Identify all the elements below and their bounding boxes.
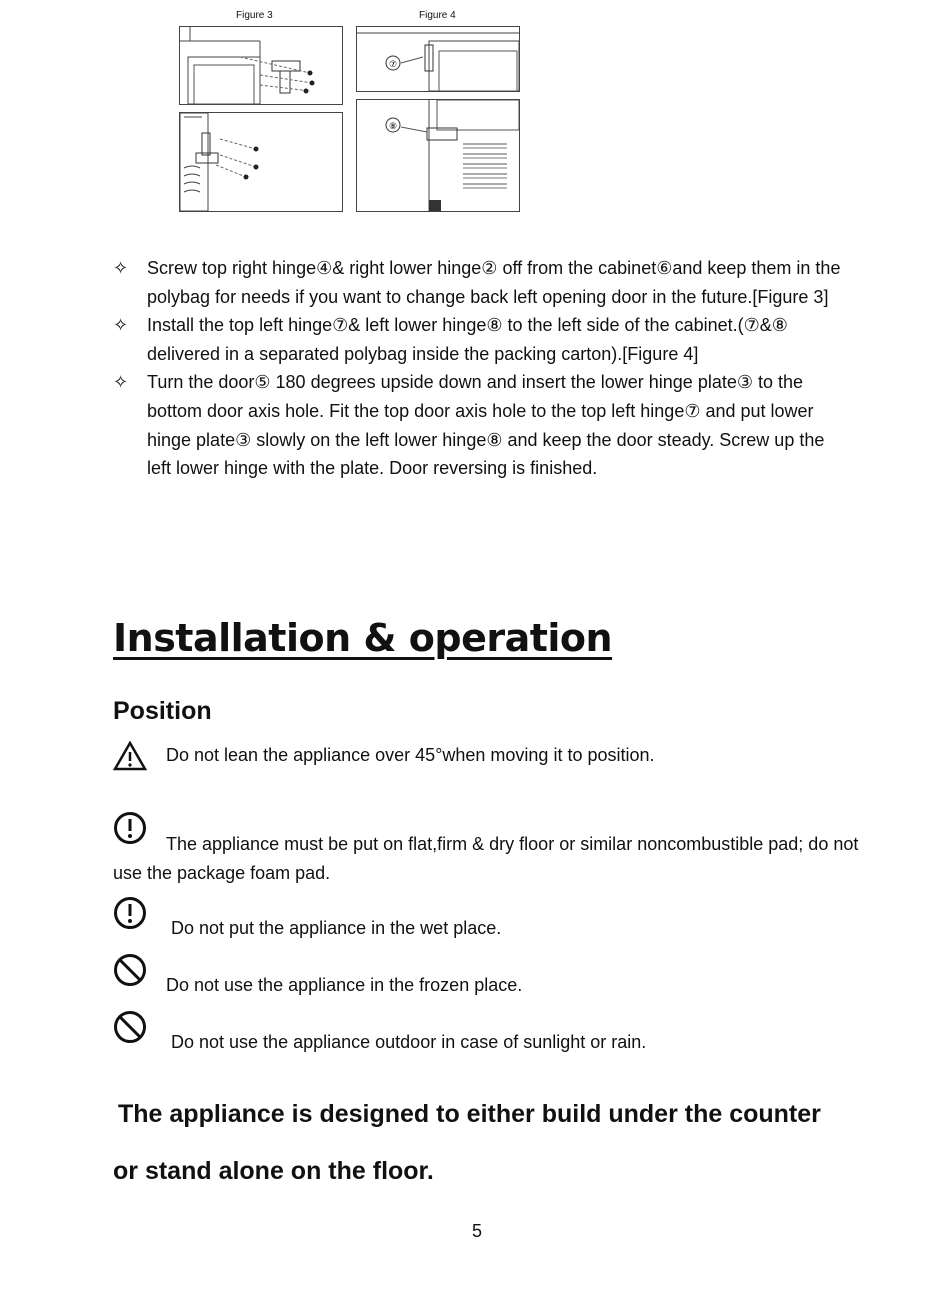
figure4-top-diagram: [356, 26, 520, 92]
section-title: Installation & operation: [113, 616, 613, 660]
warning-text: Do not lean the appliance over 45°when moving it to position.: [166, 745, 655, 765]
instruction-text: Screw top right hinge④& right lower hinge② off from the cabinet⑥and keep them in the polybag for needs if you want to change back left opening door in the future.[Figure 3]: [147, 258, 841, 307]
prohibited-icon: [113, 1010, 147, 1044]
hinge-removal-bottom-illustration: [180, 113, 342, 211]
figure4-label-8: ⑧: [388, 122, 398, 132]
figure4-label-7: ⑦: [388, 60, 398, 70]
warning-text: Do not put the appliance in the wet place.: [171, 918, 502, 938]
bullet-star-icon: ✧: [113, 372, 129, 393]
hinge-install-top-illustration: [357, 27, 519, 91]
warning-text: Do not use the appliance outdoor in case of sunlight or rain.: [171, 1032, 647, 1052]
warning-triangle-icon: [113, 741, 147, 771]
warning-text: The appliance must be put on flat,firm & dry floor or similar noncombustible pad; do not use the package foam pad.: [113, 834, 859, 883]
figure4-caption: Figure 4: [419, 10, 456, 21]
subsection-title: Position: [113, 697, 212, 725]
closing-line-1: The appliance is designed to either build under the counter: [118, 1100, 821, 1128]
warning-text: Do not use the appliance in the frozen place.: [166, 975, 523, 995]
figure3-caption: Figure 3: [236, 10, 273, 21]
instruction-item: [113, 254, 853, 311]
hinge-removal-top-illustration: [180, 27, 342, 104]
hinge-install-bottom-illustration: [357, 100, 519, 211]
instruction-text: Turn the door⑤ 180 degrees upside down and insert the lower hinge plate③ to the bottom door axis hole. Fit the top door axis hole to the top left hinge⑦ and put lower hinge plate③ slowly on the left lower hinge⑧ and keep the door steady. Screw up the left lower hinge with the plate. Door reversing is finished.: [147, 372, 825, 479]
page-number: 5: [472, 1221, 483, 1241]
figure4-bottom-diagram: [356, 99, 520, 212]
bullet-star-icon: ✧: [113, 315, 129, 336]
prohibited-icon: [113, 953, 147, 987]
bullet-star-icon: ✧: [113, 258, 129, 278]
instruction-item: [113, 311, 853, 368]
instruction-text: Install the top left hinge⑦& left lower hinge⑧ to the left side of the cabinet.(⑦&⑧ delivered in a separated polybag inside the packing carton).[Figure 4]: [147, 315, 788, 364]
exclamation-circle-icon: [113, 896, 147, 930]
closing-line-2: or stand alone on the floor.: [113, 1157, 434, 1185]
instruction-item: [113, 368, 853, 482]
instruction-list: [113, 254, 853, 483]
figure3-top-diagram: [179, 26, 343, 105]
figure3-bottom-diagram: [179, 112, 343, 212]
